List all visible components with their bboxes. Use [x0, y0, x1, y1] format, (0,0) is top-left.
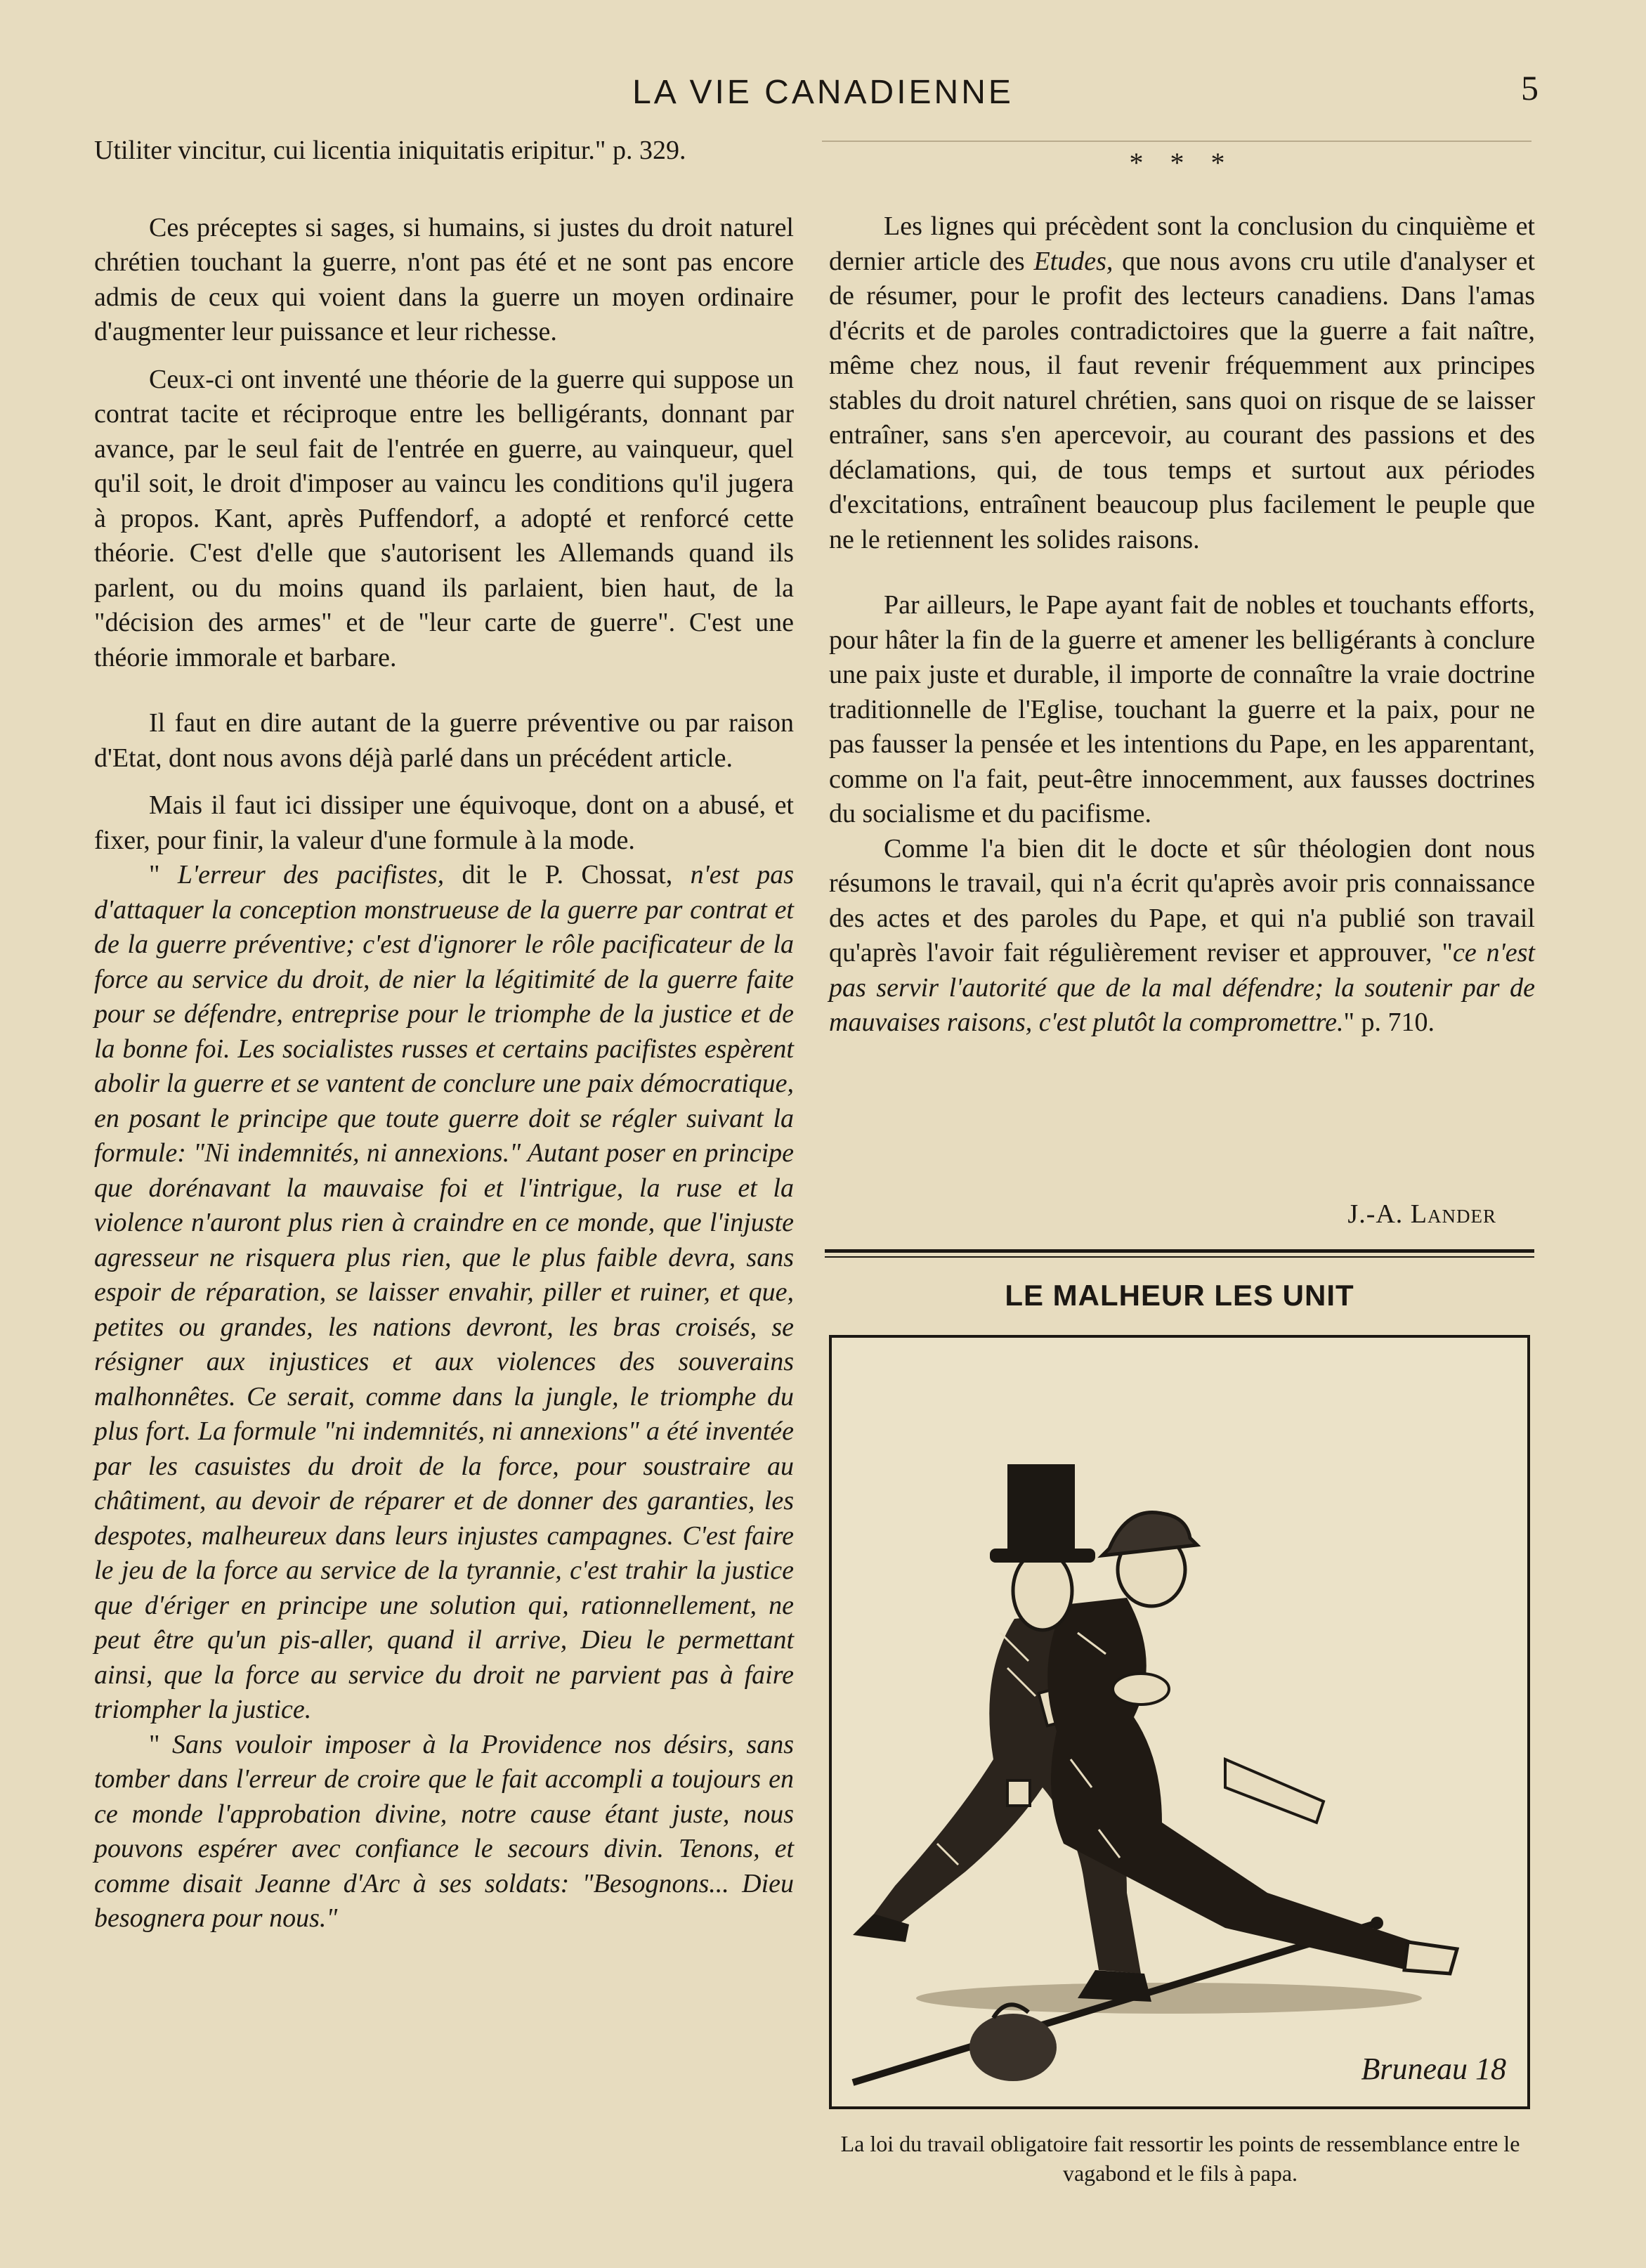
paragraph-pape: Par ailleurs, le Pape ayant fait de nobles et touchants efforts, pour hâter la fin de la guerre et amener les belligérants à conclure une paix juste et durable, il importe de connaître la vraie doctrine traditionnelle de l'Eglise, touchant la guerre et la paix, pour ne pas fausser la pensée et les intentions du Pape, en les apparentant, comme on l'a fait, peut-être innocemment, aux fausses doctrines du socialisme et du pacifisme.: [829, 590, 1535, 828]
right-column: [829, 209, 1535, 1041]
author-signature: J.-A. Lander: [1347, 1199, 1496, 1229]
cartoon-caption: La loi du travail obligatoire fait ressortir les points de ressemblance entre le vagabond et le fils à papa.: [840, 2131, 1520, 2186]
running-head: LA VIE CANADIENNE: [632, 74, 1014, 111]
clasped-hands: [1113, 1674, 1169, 1705]
paragraph-preceptes: Ces préceptes si sages, si humains, si justes du droit naturel chrétien touchant la guerre, n'ont pas été et ne sont pas encore admis de ceux qui voient dans la guerre un moyen ordinaire d'augmenter leur puissance et leur richesse.: [94, 212, 794, 346]
section-separator: * * *: [1129, 147, 1235, 178]
top-hat-brim: [990, 1549, 1095, 1563]
page-number: 5: [1521, 68, 1539, 107]
quote-attribution: dit le P. Chossat,: [444, 860, 691, 889]
paragraph-guerre-preventive: Il faut en dire autant de la guerre préventive ou par raison d'Etat, dont nous avons déjà parlé dans un précédent article.: [94, 708, 794, 773]
bundle-sack: [969, 2014, 1057, 2081]
quote-mark: ": [149, 860, 178, 889]
top-rule: [822, 141, 1531, 142]
paragraph-conclusion: Les lignes qui précèdent sont la conclusion du cinquième et dernier article des Etudes, que nous avons cru utile d'analyser et de résumer, pour le profit des lecteurs canadiens. Dans l'amas d'écrits et de paroles contradictoires que la guerre a fait naître, même chez nous, il faut revenir fréquemment aux principes stables du droit naturel chrétien, sans quoi on risque de se laisser entraîner, sans s'en apercevoir, au courant des passions et des déclamations, qui, de tous temps et surtout aux périodes d'excitations, entraînent beaucoup plus facilement le peuple que ne le retiennent les solides raisons.: [829, 211, 1535, 554]
section-rule-thin: [825, 1256, 1534, 1258]
paragraph-chossat-quote: [94, 858, 794, 1728]
quote-mark: ": [149, 1729, 173, 1759]
coat-patch-2: [1007, 1780, 1030, 1806]
vagabond-hat: [1102, 1513, 1197, 1556]
dandy-trouser-stripe: [1225, 1759, 1324, 1823]
paragraph-latin-quote: Utiliter vincitur, cui licentia iniquitatis eripitur." p. 329.: [94, 136, 686, 165]
dandy-head: [1013, 1551, 1072, 1630]
cartoon-drawing: [832, 1338, 1527, 2106]
paragraph-providence: [94, 1728, 794, 1936]
paragraph-theorie: Ceux-ci ont inventé une théorie de la guerre qui suppose un contrat tacite et réciproque entre les belligérants, donnant par avance, par le seul fait de l'entrée en guerre, au vainqueur, quel qu'il soit, le droit d'imposer au vaincu les conditions qu'il jugera à propos. Kant, après Puffendorf, a adopté et renforcé cette théorie. C'est d'elle que s'autorisent les Allemands quand ils parlent, ou du moins quand ils parlaient, bien haut, de la "décision des armes" et de "leur carte de guerre". C'est une théorie immorale et barbare.: [94, 364, 794, 672]
cartoon-title: LE MALHEUR LES UNIT: [1005, 1279, 1354, 1312]
paragraph-equivoque: Mais il faut ici dissiper une équivoque, dont on a abusé, et fixer, pour finir, la valeur d'une formule à la mode.: [94, 790, 794, 855]
theologien-quote: ce n'est pas servir l'autorité que de la mal défendre; la soutenir par de mauvaises raisons, c'est plutôt la compromettre.: [829, 938, 1535, 1037]
cartoon-illustration: [829, 1335, 1530, 2109]
quote-italic: Sans vouloir imposer à la Providence nos désirs, sans tomber dans l'erreur de croire que le fait accompli a toujours en ce monde l'approbation divine, notre cause étant juste, nous pouvons espérer avec confiance le secours divin. Tenons, et comme disait Jeanne d'Arc à ses soldats: "Besognons... Dieu besognera pour nous.": [94, 1729, 794, 1933]
top-hat-crown: [1007, 1464, 1075, 1556]
paragraph-theologien: Comme l'a bien dit le docte et sûr théologien dont nous résumons le travail, qui n'a écrit qu'après avoir pris connaissance des actes et des paroles du Pape, et qui n'a publié son travail qu'après l'avoir fait régulièrement reviser et approuver, "ce n'est pas servir l'autorité que de la mal défendre; la soutenir par de mauvaises raisons, c'est plutôt la compromettre." p. 710.: [829, 833, 1535, 1037]
quote-italic-a: L'erreur des pacifistes,: [177, 860, 445, 889]
section-rule-thick: [825, 1249, 1534, 1253]
etudes-title: Etudes,: [1033, 246, 1113, 276]
left-column: [94, 133, 794, 1936]
dandy-shoe: [1404, 1942, 1457, 1974]
quote-italic-b: n'est pas d'attaquer la conception monstrueuse de la guerre par contrat et de la guerre préventive; c'est d'ignorer le rôle pacificateur de la force au service du droit, de nier la légitimité de la guerre faite pour se défendre, entreprise pour le triomphe de la justice et de la bonne foi. Les socialistes russes et certains pacifistes espèrent abolir la guerre et se vantent de conclure une paix démocratique, en posant le principe que toute guerre doit se régler suivant la formule: "Ni indemnités, ni annexions." Autant poser en principe que dorénavant la mauvaise foi et l'intrigue, la ruse et la violence n'auront plus rien à craindre en ce monde, que l'injuste agresseur ne risquera plus rien, que le plus faible devra, sans espoir de réparation, se laisser envahir, piller et ruiner, et que, petites ou grandes, les nations devront, les bras croisés, se résigner aux injustices et aux violences des souverains malhonnêtes. Ce serait, comme dans la jungle, le triomphe du plus fort. La formule "ni indemnités, ni annexions" a été inventée par les casuistes du droit de la force, pour soustraire au châtiment, au devoir de réparer et de donner des garanties, les despotes, malheureux dans leurs injustes campagnes. C'est faire le jeu de la force au service de la tyrannie, c'est trahir la justice que d'ériger en principe une solution qui, rationnellement, ne peut être qu'un pis-aller, quand il arrive, Dieu le permettant ainsi, que la force au service du droit ne parvient pas à faire triompher la justice.: [94, 860, 795, 1724]
vagabond-foot-2: [1078, 1970, 1151, 2002]
cane-knob: [1371, 1917, 1383, 1929]
artist-signature: Bruneau 18: [1361, 2052, 1506, 2086]
